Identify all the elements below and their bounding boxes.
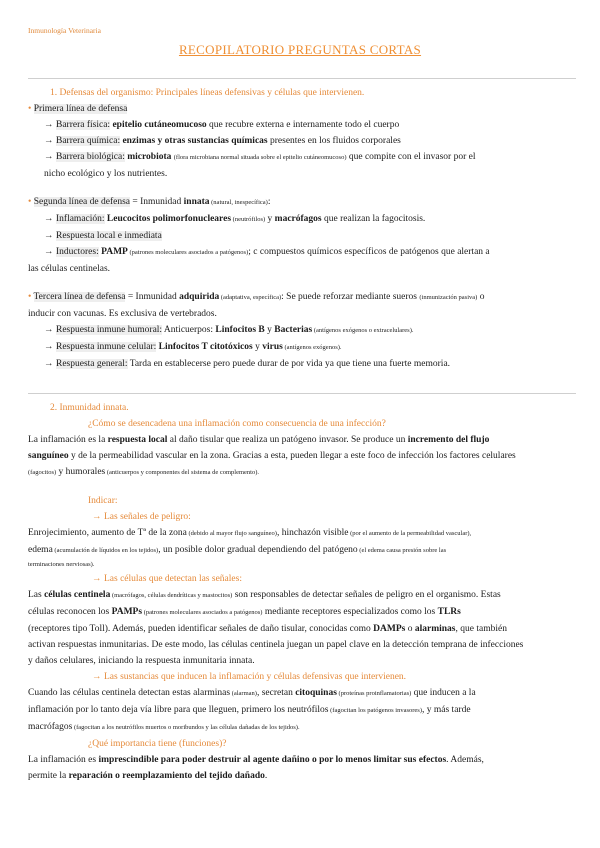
text: Tarda en establecerse pero puede durar de por vida ya que tiene una fuerte memoria. (127, 359, 451, 369)
text: inducir con vacunas. Es exclusiva de vertebrados. (28, 309, 217, 319)
arrow-icon: → (44, 120, 54, 130)
text: : (267, 197, 271, 207)
arrow-icon: → (44, 214, 54, 224)
note: (antígenos exógenos). (282, 344, 342, 351)
text: y de la permeabilidad vascular en la zona. Gracias a esta, pueden llegar a este foco de infección los factores celulares (68, 451, 516, 461)
term: sanguíneo (28, 451, 69, 461)
label: Inflamación: (56, 214, 105, 224)
text: La inflamación es la (28, 435, 108, 445)
term: Linfocitos B (215, 325, 265, 335)
bullet-icon: • (28, 104, 32, 114)
note: (fagocitos) (28, 469, 57, 476)
question: ¿Qué importancia tiene (funciones)? (88, 739, 227, 749)
term: innata (183, 197, 210, 207)
subheading: Las sustancias que inducen la inflamación y células defensivas que intervienen. (104, 672, 407, 682)
text: las células centinelas. (28, 264, 111, 274)
text: y humorales (56, 467, 106, 477)
term: DAMPs (373, 624, 406, 634)
arrow-icon: → (44, 342, 54, 352)
term: enzimas y otras sustancias químicas (122, 136, 268, 146)
note: (el edema causa presión sobre las (357, 547, 447, 554)
text: (receptores tipo Toll). Además, pueden identificar señales de daño tisular, conocidas como (28, 624, 374, 634)
question: Indicar: (88, 496, 118, 506)
arrow-icon: → (44, 152, 54, 162)
term: adquirida (179, 292, 220, 302)
divider (28, 393, 576, 394)
text: activan respuestas inmunitarias. De este modo, las células centinela juegan un papel clave en la detección temprana de infecciones (28, 640, 524, 650)
note: (inmunización pasiva) (419, 294, 478, 301)
text: = Inmunidad (125, 292, 180, 302)
text: al daño tisular que realiza un patógeno invasor. Se produce un (167, 435, 408, 445)
text: Cuando las células centinela detectan estas alarminas (28, 688, 231, 698)
term: alarminas (414, 624, 456, 634)
second-line-label: Segunda línea de defensa (33, 197, 130, 207)
note: (macrófagos, células dendríticas y mastocitos) (110, 592, 233, 599)
term: PAMPs (111, 607, 143, 617)
arrow-icon: → (92, 574, 102, 584)
text: que compite con el invasor por el (346, 152, 476, 162)
term: microbiota (127, 152, 172, 162)
note: (patrones moleculares asociados a patógenos) (142, 609, 263, 616)
label: Respuesta inmune humoral: (56, 325, 163, 335)
term: citoquinas (295, 688, 337, 698)
subheading: Las señales de peligro: (104, 512, 191, 522)
text: y (264, 325, 275, 335)
text: y (252, 342, 263, 352)
note: (proteínas proinflamatorias) (336, 690, 412, 697)
text: , secretan (256, 688, 296, 698)
term: PAMP (98, 247, 128, 257)
term: Bacterias (274, 325, 313, 335)
note: (debido al mayor flujo sanguíneo) (186, 530, 277, 537)
text: : Se puede reforzar mediante sueros (281, 292, 420, 302)
first-line-label: Primera línea de defensa (33, 104, 128, 114)
document-title: RECOPILATORIO PREGUNTAS CORTAS (178, 42, 422, 57)
text: y (265, 214, 275, 224)
term: virus (262, 342, 283, 352)
text: Enrojecimiento, aumento de Tª de la zona (28, 528, 187, 538)
text: . (264, 771, 268, 781)
note: (antígenos exógenos o extracelulares). (312, 327, 414, 334)
note: (patrones moleculares asociados a patógenos) (127, 249, 249, 256)
divider (28, 78, 576, 79)
note: terminaciones nerviosas). (28, 561, 95, 568)
arrow-icon: → (92, 672, 102, 682)
arrow-icon: → (44, 359, 54, 369)
label: Inductores: (56, 247, 99, 257)
text: La inflamación es (28, 755, 99, 765)
text: edema (28, 545, 53, 555)
label: Respuesta general: (56, 359, 128, 369)
note: (flora microbiana normal situada sobre el epitelio cutáneomucoso) (173, 154, 347, 161)
note: (anticuerpos y componentes del sistema de complemento). (105, 469, 260, 476)
term: Leucocitos polimorfonucleares (106, 214, 232, 224)
text: que inducen a la (411, 688, 476, 698)
arrow-icon: → (44, 136, 54, 146)
text: , un posible dolor gradual dependiendo del patógeno (158, 545, 358, 555)
text: , hinchazón visible (276, 528, 349, 538)
note: (por el aumento de la permeabilidad vascular), (348, 530, 472, 537)
label: Barrera física: (56, 120, 111, 130)
arrow-icon: → (92, 512, 102, 522)
term: incremento del flujo (407, 435, 490, 445)
text: nicho ecológico y los nutrientes. (44, 169, 168, 179)
section-2 (28, 400, 576, 784)
term: reparación o reemplazamiento del tejido dañado (68, 771, 265, 781)
subheading: Las células que detectan las señales: (104, 574, 242, 584)
section-1 (28, 85, 576, 372)
text: o (405, 624, 415, 634)
term: Linfocitos T citotóxicos (156, 342, 253, 352)
text: presentes en los fluidos corporales (267, 136, 401, 146)
section-1-heading: 1. Defensas del organismo: Principales líneas defensivas y células que intervienen. (50, 88, 365, 98)
bullet-icon: • (28, 292, 32, 302)
arrow-icon: → (44, 231, 54, 241)
text: , que también (455, 624, 507, 634)
term: macrófagos (274, 214, 322, 224)
term: TLRs (437, 607, 461, 617)
note: (acumulación de líquidos en los tejidos) (52, 547, 159, 554)
text: . Además, (446, 755, 484, 765)
text: mediante receptores especializados como los (262, 607, 438, 617)
third-line-label: Tercera línea de defensa (33, 292, 126, 302)
term: epitelio cutáneomucoso (112, 120, 207, 130)
text: ; c compuestos químicos específicos de patógenos que alertan a (248, 247, 490, 257)
text: que realizan la fagocitosis. (321, 214, 426, 224)
term: células centinela (44, 590, 111, 600)
text: inflamación por lo tanto deja vía libre para que lleguen, primero los neutrófilos (28, 705, 329, 715)
bullet-icon: • (28, 197, 32, 207)
arrow-icon: → (44, 325, 54, 335)
section-2-heading: 2. Inmunidad innata. (50, 403, 129, 413)
note: (fagocitan los patógenos invasores) (328, 707, 422, 714)
note: (fagocitan a los neutrófilos muertos o moribundos y las células dañadas de los tejidos). (72, 724, 300, 731)
term: respuesta local (107, 435, 168, 445)
note: (alarman) (230, 690, 257, 697)
note: (adaptativa, específica) (219, 294, 282, 301)
text: son responsables de detectar señales de peligro en el organismo. Estas (232, 590, 501, 600)
note: (neutrófilos) (231, 216, 266, 223)
text: células reconocen los (28, 607, 112, 617)
text: = Inmunidad (129, 197, 184, 207)
text: o (477, 292, 485, 302)
text: , y más tarde (422, 705, 471, 715)
note: (natural, inespecífica) (209, 199, 268, 206)
label: Respuesta inmune celular: (56, 342, 157, 352)
label: Barrera química: (56, 136, 121, 146)
text: y daños celulares, iniciando la respuesta inmunitaria innata. (28, 656, 255, 666)
term: imprescindible para poder destruir al agente dañino o por lo menos limitar sus efectos (98, 755, 447, 765)
arrow-icon: → (44, 247, 54, 257)
text: que recubre externa e internamente todo el cuerpo (206, 120, 400, 130)
text: macrófagos (28, 722, 73, 732)
label: Barrera biológica: (56, 152, 125, 162)
text: Las (28, 590, 45, 600)
document-header-subject: Inmunología Veterinaria (28, 26, 101, 35)
label: Respuesta local e inmediata (56, 231, 162, 241)
text: permite la (28, 771, 69, 781)
question: ¿Cómo se desencadena una inflamación como consecuencia de una infección? (88, 419, 386, 429)
text: Anticuerpos: (162, 325, 216, 335)
